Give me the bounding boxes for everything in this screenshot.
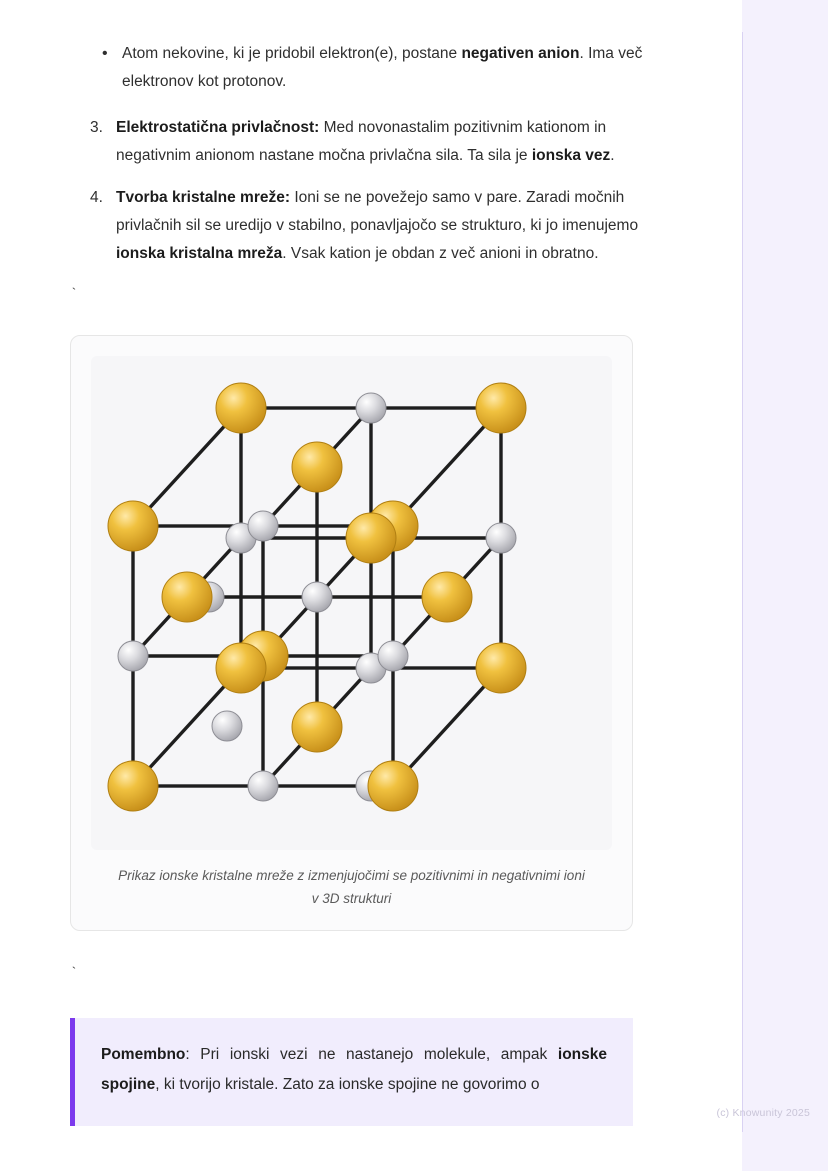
bullet-text-bold: negativen anion <box>461 45 580 62</box>
lattice-svg <box>91 356 612 850</box>
code-tick-marker-1: ` <box>70 286 78 301</box>
callout-bold-mid: ionske spojine <box>101 1046 607 1093</box>
list-item-text-a: Med novonastalim pozitivnim kationom in negativnim anionom nastane močna privlačna sila. Ta sila je <box>116 119 607 164</box>
list-item-text-b: . <box>610 147 615 164</box>
copyright-notice: (c) Knowunity 2025 <box>716 1107 810 1119</box>
list-item-number: 3. <box>90 119 103 136</box>
bullet-text-post: . Ima več elektronov kot protonov. <box>122 45 643 90</box>
ionic-crystal-lattice-diagram <box>91 356 612 850</box>
list-item-bold-mid: ionska vez <box>531 147 611 164</box>
callout-lead: Pomembno <box>101 1046 186 1063</box>
list-item <box>100 40 650 96</box>
document-content <box>70 0 650 1126</box>
right-strip-divider <box>742 32 743 1132</box>
list-item-bold-mid: ionska kristalna mreža <box>116 245 283 262</box>
right-decorative-strip <box>742 0 828 1171</box>
figure-caption: Prikaz ionske kristalne mreže z izmenjujočimi se pozitivnimi in negativnimi ioni v 3D strukturi <box>118 868 585 906</box>
bullet-list <box>70 0 650 96</box>
callout-text <box>101 1040 607 1100</box>
list-item-text-b: . Vsak kation je obdan z več anioni in obratno. <box>282 245 599 262</box>
bullet-text-pre: Atom nekovine, ki je pridobil elektron(e), postane <box>122 45 462 62</box>
list-item <box>90 114 650 170</box>
figure-card <box>70 335 633 931</box>
callout-text-a: : Pri ionski vezi ne nastanejo molekule, ampak <box>185 1046 558 1063</box>
callout-text-b: , ki tvorijo kristale. Zato za ionske spojine ne govorimo o <box>155 1076 540 1093</box>
list-item-lead: Elektrostatična privlačnost: <box>116 119 320 136</box>
list-item-text-a: Ioni se ne povežejo samo v pare. Zaradi močnih privlačnih sil se uredijo v stabilno, ponavljajočo se strukturo, ki jo imenujemo <box>116 189 639 234</box>
list-item-lead: Tvorba kristalne mreže: <box>116 189 291 206</box>
list-item-number: 4. <box>90 189 103 206</box>
numbered-list <box>70 114 650 268</box>
list-item <box>90 184 650 268</box>
important-callout <box>70 1018 633 1126</box>
code-tick-marker-2: ` <box>70 965 78 980</box>
